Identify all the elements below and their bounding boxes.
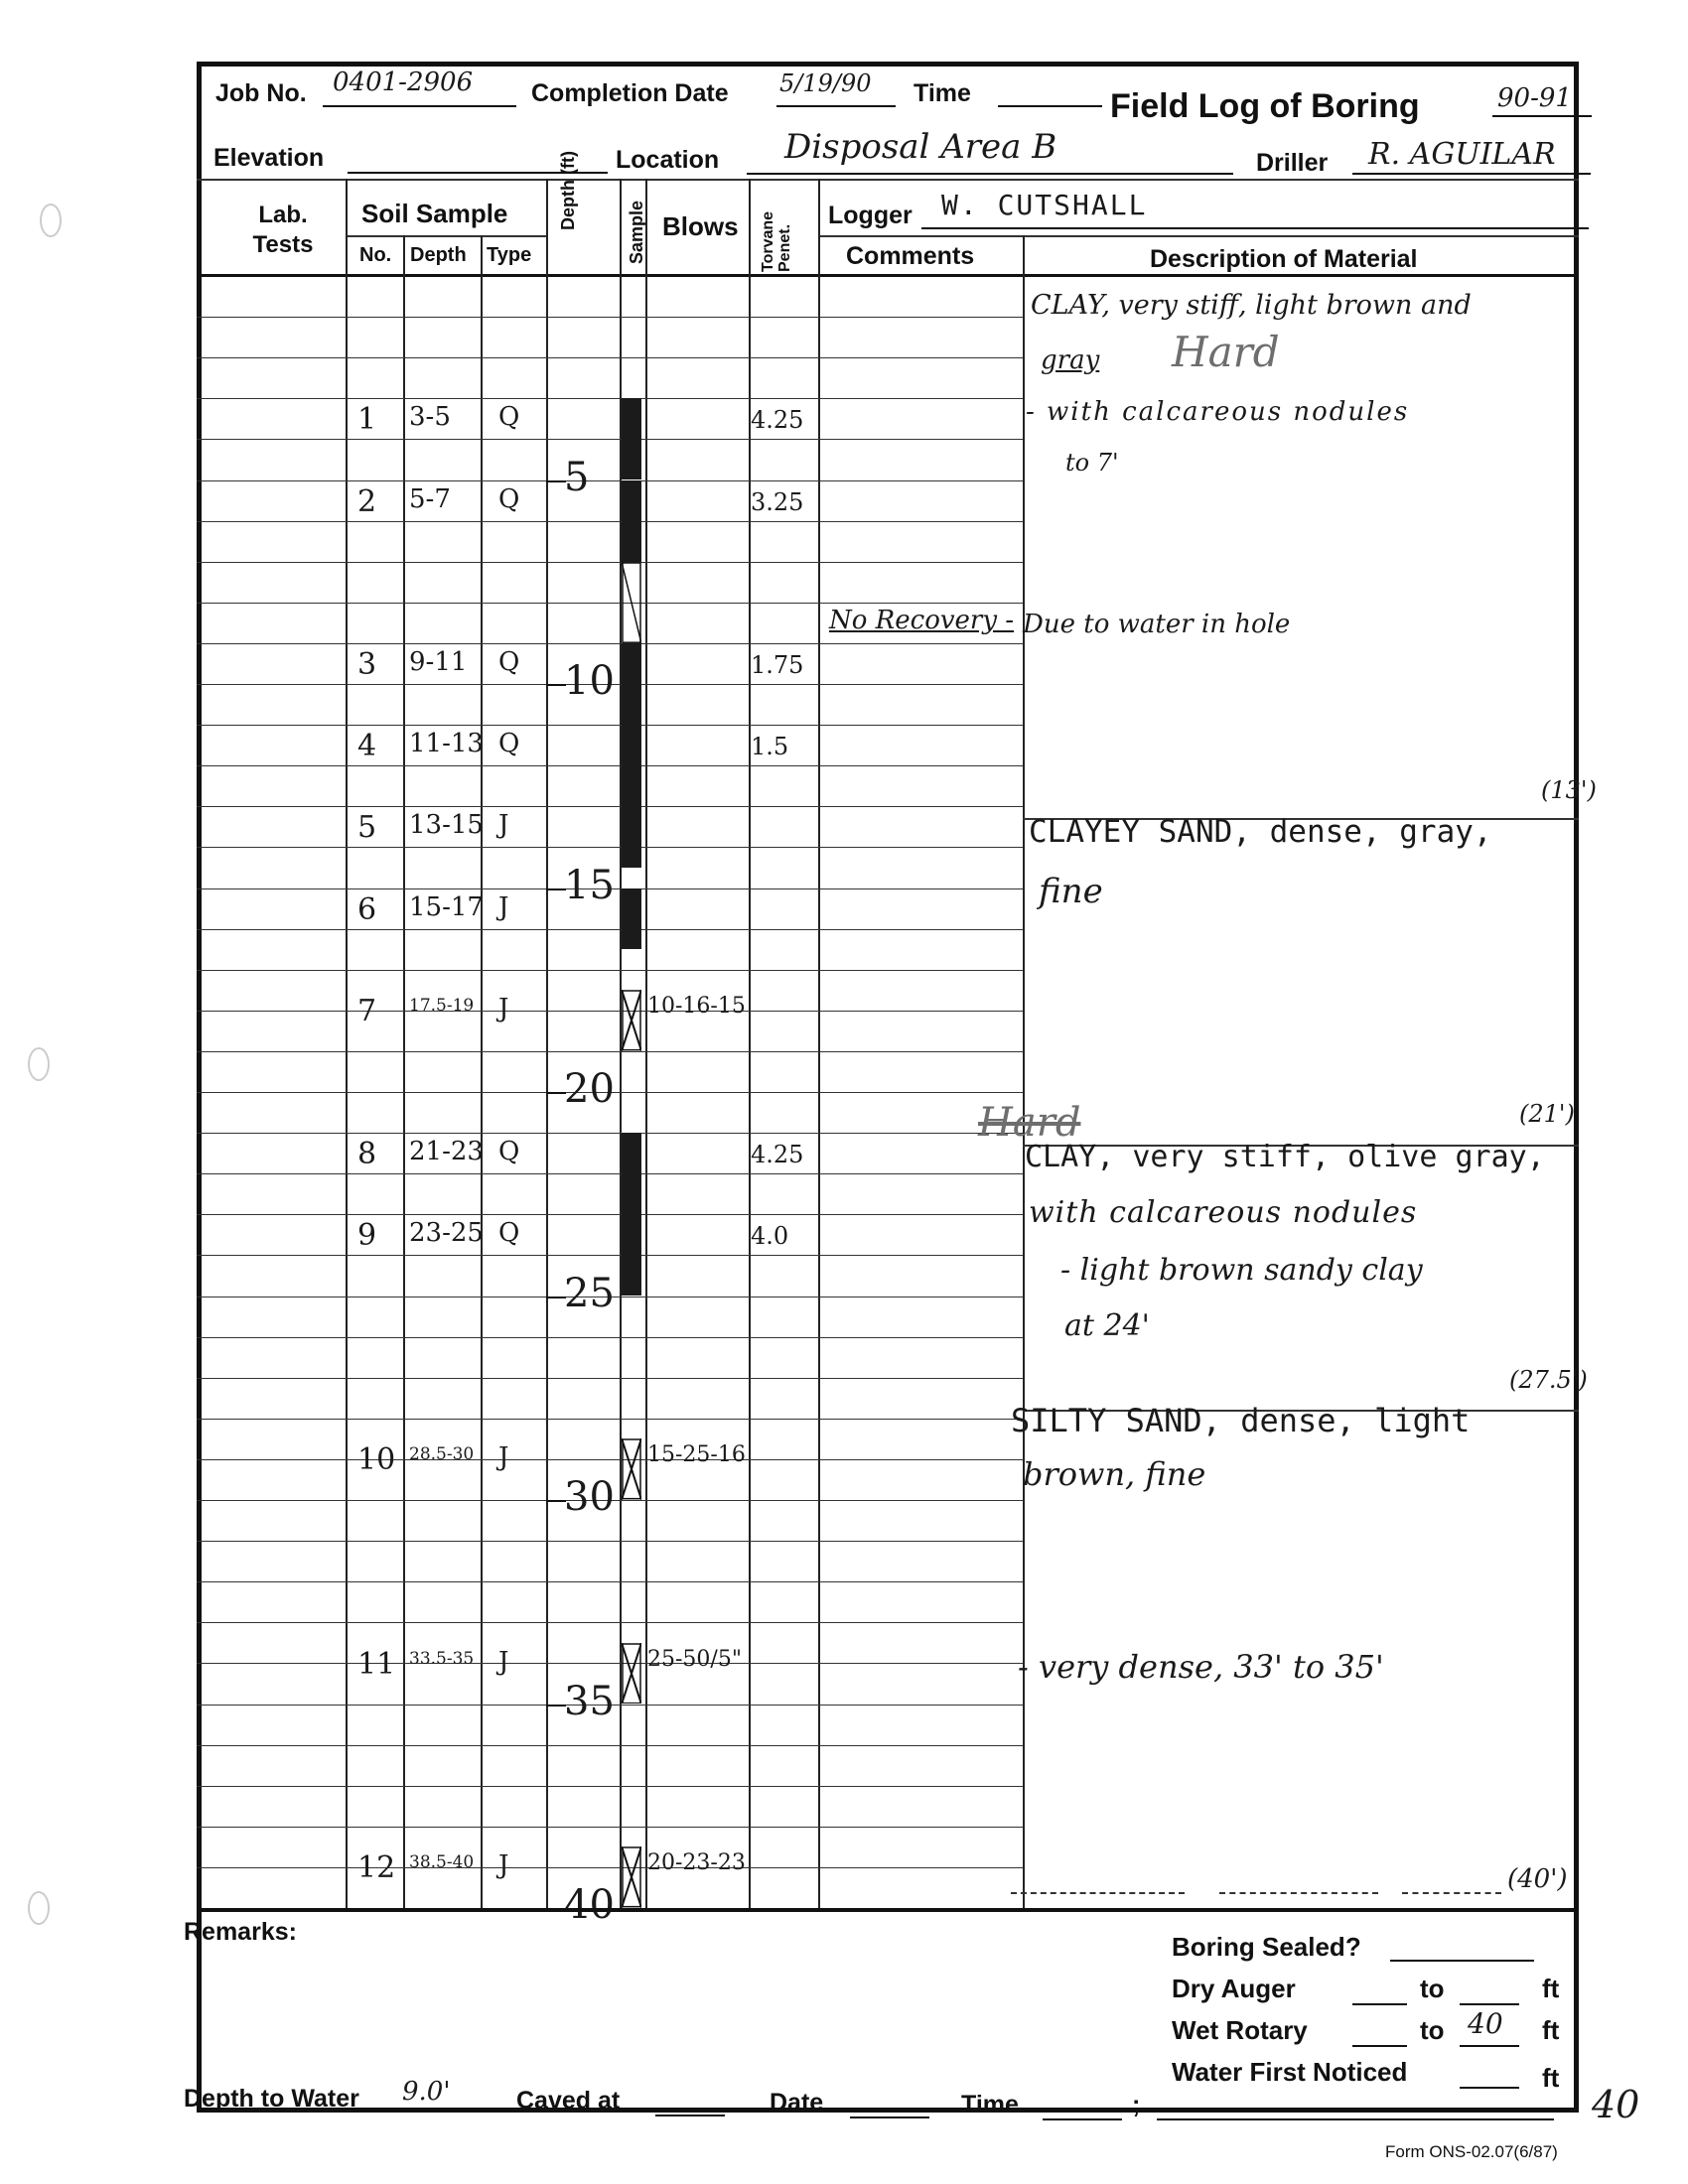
sample-core-bar bbox=[622, 888, 641, 950]
sample-no: 2 bbox=[357, 483, 377, 519]
desc-line: with calcareous nodules bbox=[1029, 1195, 1418, 1230]
depth-mark-label: 15 bbox=[564, 862, 615, 908]
desc-line: Due to water in hole bbox=[1023, 610, 1291, 639]
desc-line: CLAY, very stiff, olive gray, bbox=[1025, 1140, 1545, 1174]
desc-line: at 24' bbox=[1064, 1308, 1150, 1343]
sample-core-bar bbox=[622, 806, 641, 868]
sample-depth: 5-7 bbox=[409, 483, 451, 514]
spoon-x-icon bbox=[622, 1846, 641, 1908]
date-field bbox=[850, 2091, 929, 2118]
desc-line: brown, fine bbox=[1023, 1455, 1206, 1493]
form-title: Field Log of Boring bbox=[1110, 87, 1420, 125]
wet-rotary-ft: ft bbox=[1542, 2015, 1560, 2045]
time-footer-field bbox=[1043, 2093, 1122, 2120]
sample-spoon-x bbox=[622, 1643, 641, 1705]
sample-no: 3 bbox=[357, 646, 377, 682]
sample-penet: 1.5 bbox=[751, 733, 789, 761]
sample-type: Q bbox=[498, 1218, 520, 1249]
row-rule bbox=[197, 357, 1023, 358]
boring-sealed-label: Boring Sealed? bbox=[1172, 1932, 1361, 1962]
time-label: Time bbox=[914, 79, 971, 107]
desc-hard-annotation: Hard bbox=[978, 1100, 1081, 1146]
wet-rotary-label: Wet Rotary bbox=[1172, 2015, 1308, 2045]
sample-type: J bbox=[498, 1850, 509, 1881]
col-sample: Sample bbox=[627, 200, 646, 264]
layer-depth: (21') bbox=[1519, 1100, 1575, 1128]
desc-line: - very dense, 33' to 35' bbox=[1018, 1648, 1384, 1686]
row-rule bbox=[197, 970, 1023, 971]
depth-mark-label: 10 bbox=[564, 658, 615, 704]
col-depth: Depth bbox=[410, 244, 467, 266]
footer-extra-field bbox=[1157, 2093, 1554, 2120]
sample-core-bar bbox=[622, 643, 641, 725]
depth-tick bbox=[546, 480, 566, 482]
row-rule bbox=[197, 562, 1023, 563]
binder-hole bbox=[40, 204, 62, 237]
sample-no: 6 bbox=[357, 891, 377, 927]
completion-date-label: Completion Date bbox=[531, 79, 729, 107]
comment-no-recovery: No Recovery - bbox=[829, 606, 1015, 635]
logger-value: W. CUTSHALL bbox=[941, 189, 1148, 221]
sample-core-bar bbox=[622, 398, 641, 479]
sample-core-bar bbox=[622, 725, 641, 806]
sample-blows: 15-25-16 bbox=[647, 1442, 746, 1468]
desc-line: CLAY, very stiff, light brown and bbox=[1031, 290, 1472, 321]
depth-mark-label: 40 bbox=[564, 1882, 615, 1928]
wet-rotary-to-label: to bbox=[1420, 2015, 1445, 2045]
sample-no: 12 bbox=[357, 1850, 396, 1886]
layer-depth: (40') bbox=[1507, 1864, 1568, 1894]
row-rule bbox=[197, 1459, 1023, 1460]
depth-tick bbox=[546, 1705, 566, 1706]
col-no: No. bbox=[359, 244, 392, 266]
depth-to-water-value: 9.0' bbox=[402, 2077, 451, 2107]
sample-no: 7 bbox=[357, 994, 377, 1029]
row-rule bbox=[197, 847, 1023, 848]
sample-depth: 3-5 bbox=[409, 402, 451, 433]
row-rule bbox=[197, 1255, 1023, 1256]
depth-tick bbox=[546, 1092, 566, 1094]
sample-no: 9 bbox=[357, 1218, 377, 1254]
depth-mark-label: 20 bbox=[564, 1066, 615, 1112]
sample-penet: 3.25 bbox=[751, 487, 804, 516]
sample-depth: 33.5-35 bbox=[409, 1648, 475, 1669]
col-torvane-penet: Torvane Penet. bbox=[760, 210, 793, 272]
column-rule bbox=[749, 179, 751, 1908]
row-rule bbox=[197, 1867, 1023, 1868]
desc-line: - with calcareous nodules bbox=[1026, 397, 1410, 427]
spoon-x-icon bbox=[622, 1438, 641, 1500]
column-rule bbox=[403, 235, 405, 1908]
wet-rotary-from bbox=[1352, 2017, 1407, 2047]
row-rule bbox=[197, 1051, 1023, 1052]
col-depth-ft: Depth (ft) bbox=[558, 151, 578, 230]
sample-type: Q bbox=[498, 1137, 520, 1167]
boring-no-value: 90-91 bbox=[1497, 83, 1572, 113]
time-field bbox=[998, 79, 1102, 107]
dry-auger-to-label: to bbox=[1420, 1974, 1445, 2003]
wet-rotary-to-value: 40 bbox=[1468, 2007, 1503, 2040]
sample-type: Q bbox=[498, 402, 520, 433]
row-rule bbox=[197, 806, 1023, 807]
row-rule bbox=[197, 1745, 1023, 1746]
row-rule bbox=[197, 439, 1023, 440]
completion-date-value: 5/19/90 bbox=[779, 69, 872, 97]
binder-hole bbox=[28, 1047, 50, 1081]
row-rule bbox=[197, 1378, 1023, 1379]
desc-line: gray bbox=[1041, 345, 1100, 375]
row-rule bbox=[197, 1663, 1023, 1664]
sample-depth: 23-25 bbox=[409, 1218, 484, 1249]
boring-sealed-field bbox=[1390, 1932, 1534, 1962]
desc-line: CLAYEY SAND, dense, gray, bbox=[1029, 814, 1492, 850]
logger-divider bbox=[818, 235, 1579, 237]
job-no-label: Job No. bbox=[215, 79, 307, 107]
row-rule bbox=[197, 317, 1023, 318]
sample-no: 8 bbox=[357, 1137, 377, 1172]
time-separator: ; bbox=[1132, 2091, 1141, 2118]
dry-auger-label: Dry Auger bbox=[1172, 1974, 1296, 2003]
page-number: 40 bbox=[1592, 2083, 1640, 2126]
sample-type: Q bbox=[498, 729, 520, 759]
sample-depth: 28.5-30 bbox=[409, 1444, 475, 1465]
sample-depth: 17.5-19 bbox=[409, 996, 475, 1017]
row-rule bbox=[197, 643, 1023, 644]
soil-sample-subdivider bbox=[346, 235, 546, 237]
spoon-x-icon bbox=[622, 1643, 641, 1705]
col-comments: Comments bbox=[846, 242, 975, 270]
no-recovery-icon bbox=[622, 562, 641, 643]
sample-depth: 38.5-40 bbox=[409, 1852, 475, 1873]
column-rule bbox=[546, 179, 548, 1908]
form-number: Form ONS-02.07(6/87) bbox=[1385, 2142, 1558, 2161]
row-rule bbox=[197, 765, 1023, 766]
sample-type: J bbox=[498, 994, 509, 1024]
row-rule bbox=[197, 1133, 1023, 1134]
sample-type: J bbox=[498, 1646, 509, 1677]
row-rule bbox=[197, 1337, 1023, 1338]
col-soil-sample: Soil Sample bbox=[361, 199, 508, 228]
sample-no: 10 bbox=[357, 1442, 396, 1478]
sample-blows: 20-23-23 bbox=[647, 1850, 746, 1876]
sample-type: J bbox=[498, 810, 509, 841]
row-rule bbox=[197, 521, 1023, 522]
driller-value: R. AGUILAR bbox=[1368, 137, 1556, 172]
sample-spoon-x bbox=[622, 1438, 641, 1500]
sample-core-bar bbox=[622, 1133, 641, 1214]
desc-line: SILTY SAND, dense, light bbox=[1011, 1402, 1471, 1439]
depth-mark-label: 5 bbox=[564, 454, 590, 500]
column-rule bbox=[818, 179, 820, 1908]
row-rule bbox=[197, 1541, 1023, 1542]
sample-core-bar bbox=[622, 480, 641, 562]
row-rule bbox=[197, 929, 1023, 930]
depth-mark-label: 30 bbox=[564, 1474, 615, 1520]
row-rule bbox=[197, 1827, 1023, 1828]
sample-type: J bbox=[498, 891, 509, 922]
depth-tick bbox=[546, 1500, 566, 1502]
footer-divider bbox=[197, 1908, 1579, 1912]
depth-to-water-label: Depth to Water bbox=[184, 2085, 359, 2113]
row-rule bbox=[197, 1419, 1023, 1420]
sample-depth: 15-17 bbox=[409, 891, 484, 922]
col-description: Description of Material bbox=[1150, 245, 1418, 273]
row-rule bbox=[197, 725, 1023, 726]
spoon-x-icon bbox=[622, 990, 641, 1051]
sample-depth: 21-23 bbox=[409, 1137, 484, 1167]
elevation-label: Elevation bbox=[213, 144, 325, 172]
desc-line: - light brown sandy clay bbox=[1060, 1253, 1423, 1288]
dash-line bbox=[1402, 1892, 1501, 1894]
row-rule bbox=[197, 1786, 1023, 1787]
no-recovery-marker bbox=[622, 562, 641, 643]
caved-label: Caved at bbox=[516, 2087, 621, 2115]
depth-tick bbox=[546, 1297, 566, 1298]
dry-auger-to bbox=[1460, 1976, 1519, 2005]
column-rule bbox=[346, 179, 348, 1908]
row-rule bbox=[197, 1622, 1023, 1623]
row-rule bbox=[197, 1011, 1023, 1012]
location-value: Disposal Area B bbox=[784, 127, 1057, 167]
sample-depth: 11-13 bbox=[409, 729, 484, 759]
sample-type: Q bbox=[498, 483, 520, 514]
col-blows: Blows bbox=[662, 211, 739, 241]
sample-spoon-x bbox=[622, 990, 641, 1051]
desc-line: fine bbox=[1039, 872, 1103, 911]
date-label: Date bbox=[770, 2089, 824, 2116]
time-footer-label: Time bbox=[961, 2091, 1019, 2118]
row-rule bbox=[197, 1581, 1023, 1582]
water-first-label: Water First Noticed bbox=[1172, 2057, 1408, 2087]
depth-mark-label: 25 bbox=[564, 1270, 615, 1316]
header-divider bbox=[197, 179, 1579, 181]
sample-blows: 25-50/5" bbox=[647, 1646, 742, 1672]
col-lab-tests: Lab. Tests bbox=[252, 202, 314, 258]
job-no-value: 0401-2906 bbox=[333, 68, 474, 97]
sample-penet: 4.0 bbox=[751, 1222, 789, 1251]
sample-blows: 10-16-15 bbox=[647, 994, 746, 1020]
sample-type: J bbox=[498, 1442, 509, 1473]
sample-penet: 4.25 bbox=[751, 1141, 804, 1169]
water-first-ft: ft bbox=[1542, 2063, 1560, 2093]
remarks-label: Remarks: bbox=[184, 1918, 297, 1946]
sample-type: Q bbox=[498, 646, 520, 677]
sample-no: 4 bbox=[357, 729, 377, 764]
sample-penet: 4.25 bbox=[751, 406, 804, 435]
sample-depth: 9-11 bbox=[409, 646, 468, 677]
sample-depth: 13-15 bbox=[409, 810, 484, 841]
desc-line: to 7' bbox=[1065, 449, 1119, 477]
sample-spoon-x bbox=[622, 1846, 641, 1908]
dry-auger-from bbox=[1352, 1976, 1407, 2005]
row-rule bbox=[197, 480, 1023, 481]
location-label: Location bbox=[616, 146, 720, 174]
column-rule bbox=[481, 235, 483, 1908]
driller-label: Driller bbox=[1256, 149, 1329, 177]
layer-depth: (27.5') bbox=[1509, 1366, 1588, 1394]
depth-mark-label: 35 bbox=[564, 1678, 615, 1724]
sample-penet: 1.75 bbox=[751, 650, 804, 679]
row-rule bbox=[197, 1214, 1023, 1215]
dash-line bbox=[1219, 1892, 1378, 1894]
dry-auger-ft: ft bbox=[1542, 1974, 1560, 2003]
sample-no: 1 bbox=[357, 402, 377, 438]
desc-hard-annotation: Hard bbox=[1172, 328, 1280, 376]
row-rule bbox=[197, 398, 1023, 399]
row-rule bbox=[197, 1173, 1023, 1174]
caved-field bbox=[655, 2089, 725, 2116]
sample-no: 11 bbox=[357, 1646, 396, 1682]
depth-tick bbox=[546, 888, 566, 890]
layer-depth: (13') bbox=[1541, 776, 1597, 804]
water-first-field bbox=[1460, 2059, 1519, 2089]
sample-core-bar bbox=[622, 1214, 641, 1296]
col-type: Type bbox=[487, 244, 532, 266]
binder-hole bbox=[28, 1891, 50, 1925]
sample-no: 5 bbox=[357, 810, 377, 846]
depth-tick bbox=[546, 684, 566, 686]
row-rule bbox=[197, 603, 1023, 604]
logger-label: Logger bbox=[828, 202, 913, 229]
dash-line bbox=[1011, 1892, 1185, 1894]
